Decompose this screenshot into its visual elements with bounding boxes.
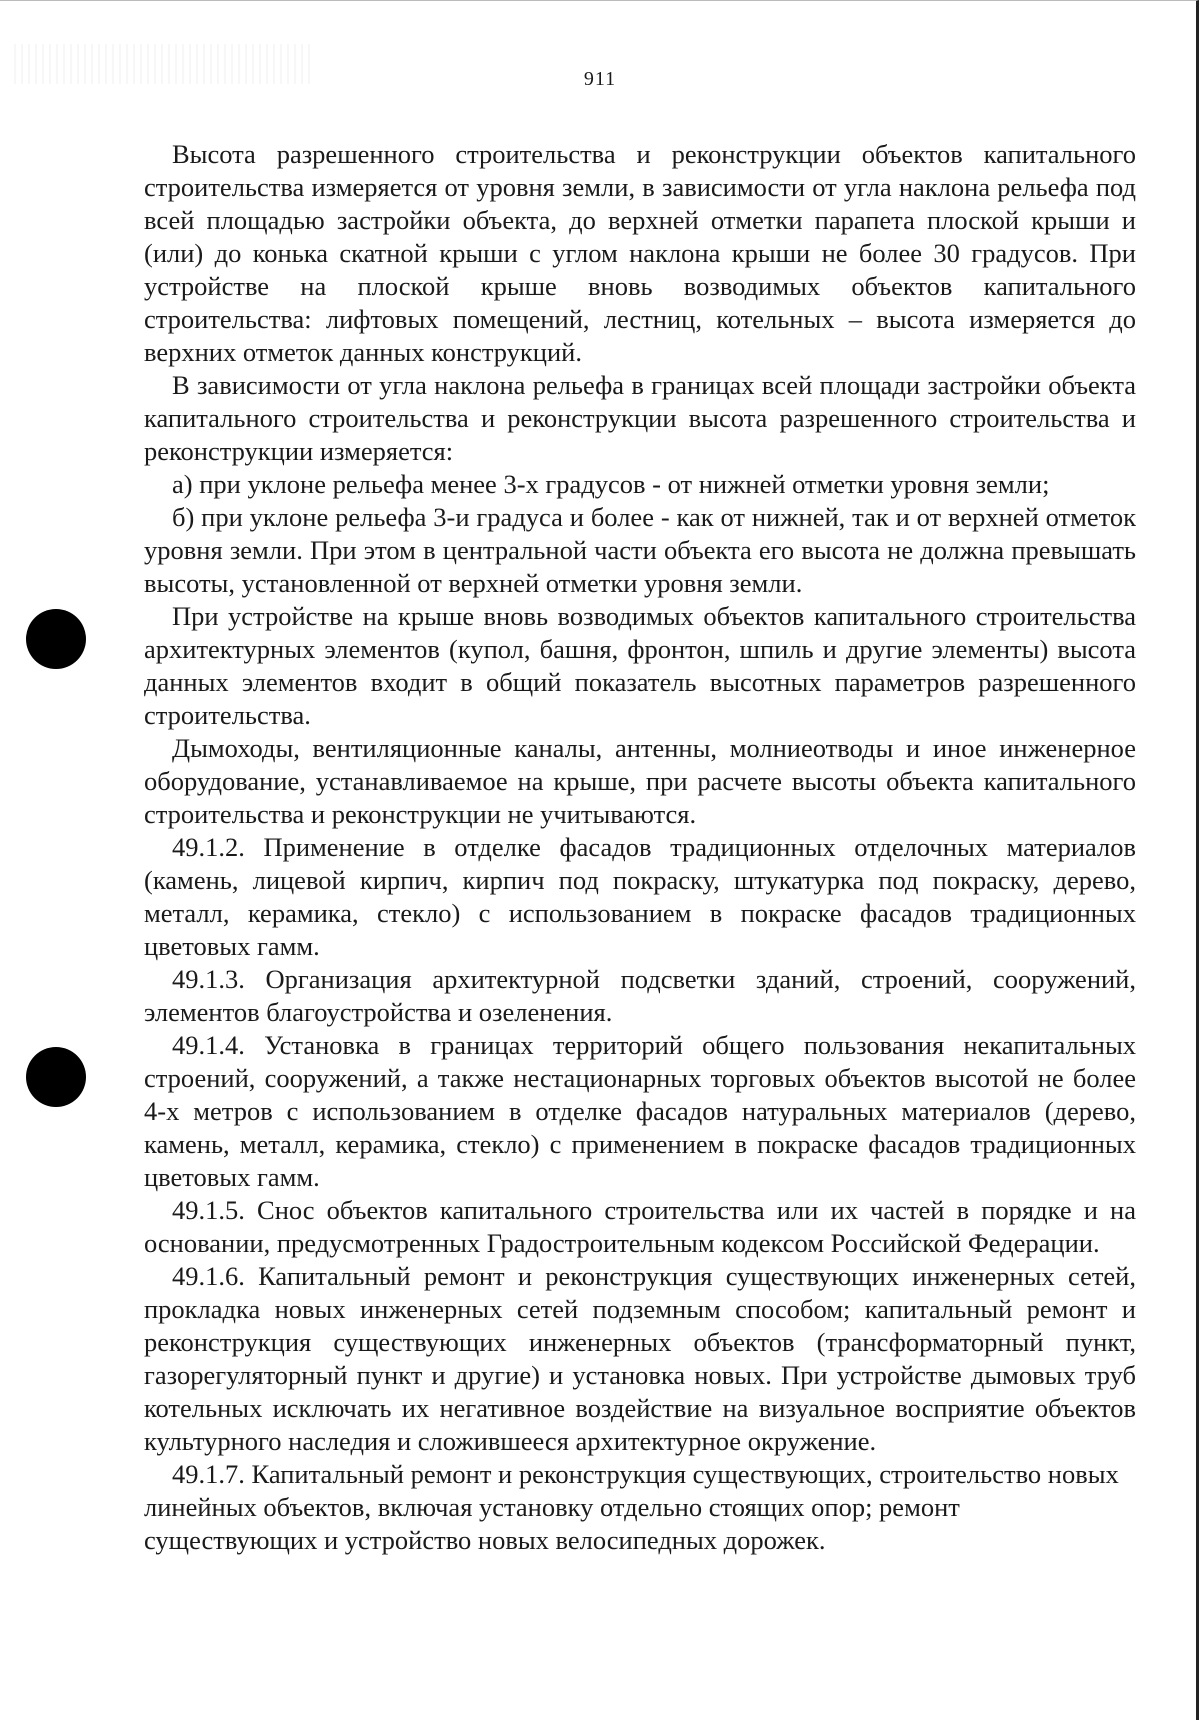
clause-49-1-5: 49.1.5. Снос объектов капитального строительства или их частей в порядке и на основании, предусмотренных Градостроительным кодексом Российской Федерации. — [144, 1195, 1136, 1258]
clause-49-1-7: 49.1.7. Капитальный ремонт и реконструкция существующих, строительство новых линейных объектов, включая установку отдельно стоящих опор; ремонт существующих и устройство новых велосипедных дорожек. — [144, 1459, 1119, 1555]
clause-49-1-4: 49.1.4. Установка в границах территорий общего пользования некапитальных строений, сооружений, а также нестационарных торговых объектов высотой не более 4-х метров с использованием в отделке фасадов натуральных материалов (дерево, камень, металл, керамика, стекло) с применением в покраске фасадов традиционных цветовых гамм. — [144, 1030, 1136, 1192]
page-number: 911 — [583, 68, 617, 90]
paragraph-slope-b: б) при уклоне рельефа 3-и градуса и более - как от нижней, так и от верхней отметок уровня земли. При этом в центральной части объекта его высота не должна превышать высоты, установленной от верхней отметки уровня земли. — [144, 502, 1136, 598]
clause-49-1-3: 49.1.3. Организация архитектурной подсветки зданий, строений, сооружений, элементов благоустройства и озеленения. — [144, 964, 1136, 1027]
paragraph-engineering-equipment: Дымоходы, вентиляционные каналы, антенны, молниеотводы и иное инженерное оборудование, устанавливаемое на крыше, при расчете высоты объекта капитального строительства и реконструкции не учитываются. — [144, 733, 1136, 829]
document-body — [144, 138, 1136, 1557]
paragraph-architectural-elements: При устройстве на крыше вновь возводимых объектов капитального строительства архитектурных элементов (купол, башня, фронтон, шпиль и другие элементы) высота данных элементов входит в общий показатель высотных параметров разрешенного строительства. — [144, 601, 1136, 730]
punch-hole — [26, 1047, 86, 1107]
paragraph-slope-dependence: В зависимости от угла наклона рельефа в границах всей площади застройки объекта капитального строительства и реконструкции высота разрешенного строительства и реконструкции измеряется: — [144, 370, 1136, 466]
paragraph-height-measurement: Высота разрешенного строительства и реконструкции объектов капитального строительства измеряется от уровня земли, в зависимости от угла наклона рельефа под всей площадью застройки объекта, до верхней отметки парапета плоской крыши и (или) до конька скатной крыши с углом наклона крыши не более 30 градусов. При устройстве на плоской крыше вновь возводимых объектов капитального строительства: лифтовых помещений, лестниц, котельных – высота измеряется до верхних отметок данных конструкций. — [144, 139, 1136, 367]
clause-49-1-6: 49.1.6. Капитальный ремонт и реконструкция существующих инженерных сетей, прокладка новых инженерных сетей подземным способом; капитальный ремонт и реконструкция существующих инженерных объектов (трансформаторный пункт, газорегуляторный пункт и другие) и установка новых. При устройстве дымовых труб котельных исключать их негативное воздействие на визуальное восприятие объектов культурного наследия и сложившееся архитектурное окружение. — [144, 1261, 1136, 1456]
punch-hole — [26, 609, 86, 669]
clause-49-1-2: 49.1.2. Применение в отделке фасадов традиционных отделочных материалов (камень, лицевой кирпич, кирпич под покраску, штукатурка под покраску, дерево, металл, керамика, стекло) с использованием в покраске фасадов традиционных цветовых гамм. — [144, 832, 1136, 961]
paragraph-slope-a: а) при уклоне рельефа менее 3-х градусов - от нижней отметки уровня земли; — [172, 469, 1050, 499]
